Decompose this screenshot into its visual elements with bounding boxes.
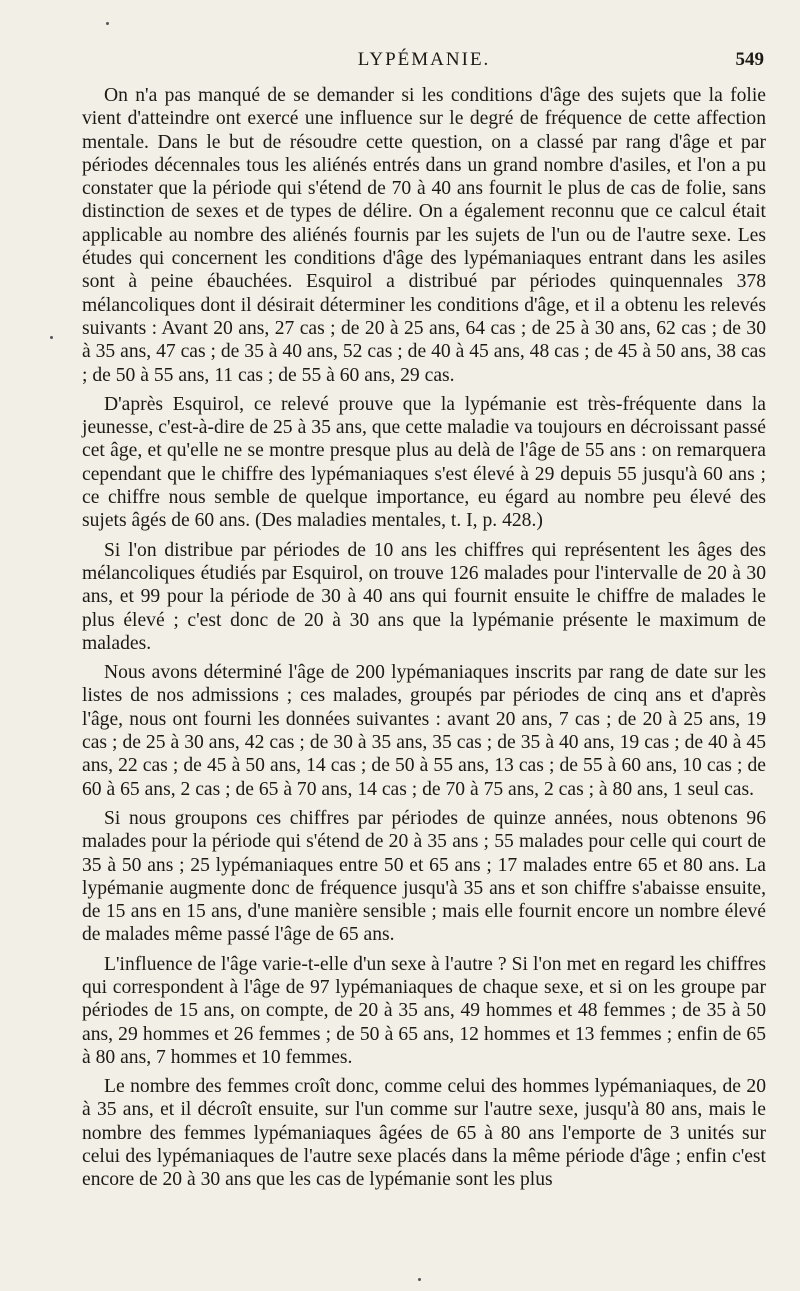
running-head: [84, 49, 764, 77]
print-speck: [418, 1278, 421, 1281]
paragraph-1: On n'a pas manqué de se demander si les conditions d'âge des sujets que la folie vient d'atteindre ont exercé une influence sur le degré de fréquence de cette affection mentale. Dans le but de résoudre cette question, on a classé par rang d'âge et par périodes décennales tous les aliénés entrés dans un grand nombre d'asiles, et l'on a pu constater que la période qui s'étend de 70 à 40 ans fournit le plus de cas de folie, sans distinction de sexes et de types de délire. On a également reconnu que ce calcul était applicable au nombre des aliénés fournis par les sujets de l'un ou de l'autre sexe. Les études qui concernent les conditions d'âge des lypémaniaques entrant dans les asiles sont à peine ébauchées. Esquirol a distribué par périodes quinquennales 378 mélancoliques dont il désirait déterminer les conditions d'âge, et il a obtenu les relevés suivants : Avant 20 ans, 27 cas ; de 20 à 25 ans, 64 cas ; de 25 à 30 ans, 62 cas ; de 30 à 35 ans, 47 cas ; de 35 à 40 ans, 52 cas ; de 40 à 45 ans, 48 cas ; de 45 à 50 ans, 38 cas ; de 50 à 55 ans, 11 cas ; de 55 à 60 ans, 29 cas.: [82, 85, 766, 386]
paragraph-5: Si nous groupons ces chiffres par périodes de quinze années, nous obtenons 96 malades pour la période qui s'étend de 20 à 35 ans ; 55 malades pour celle qui court de 35 à 50 ans ; 25 lypémaniaques entre 50 et 65 ans ; 17 malades entre 65 et 80 ans. La lypémanie augmente donc de fréquence jusqu'à 35 ans et son chiffre s'abaisse ensuite, de 15 ans en 15 ans, d'une manière sensible ; mais elle fournit encore un nombre élevé de malades même passé l'âge de 65 ans.: [82, 807, 766, 946]
paragraph-3: Si l'on distribue par périodes de 10 ans les chiffres qui représentent les âges des mélancoliques étudiés par Esquirol, on trouve 126 malades pour l'intervalle de 20 à 30 ans, et 99 pour la période de 30 à 40 ans qui fournit ensuite le chiffre de malades le plus élevé ; c'est donc de 20 à 30 ans que la lypémanie présente le maximum de malades.: [82, 539, 766, 654]
body-text: [82, 84, 766, 1198]
page-title: LYPÉMANIE.: [357, 49, 491, 70]
page-number: 549: [735, 49, 764, 70]
paragraph-4: Nous avons déterminé l'âge de 200 lypémaniaques inscrits par rang de date sur les listes de nos admissions ; ces malades, groupés par périodes de cinq ans et d'après l'âge, nous ont fourni les données suivantes : avant 20 ans, 7 cas ; de 20 à 25 ans, 19 cas ; de 25 à 30 ans, 42 cas ; de 30 à 35 ans, 35 cas ; de 35 à 40 ans, 19 cas ; de 40 à 45 ans, 22 cas ; de 45 à 50 ans, 14 cas ; de 50 à 55 ans, 13 cas ; de 55 à 60 ans, 10 cas ; de 60 à 65 ans, 2 cas ; de 65 à 70 ans, 14 cas ; de 70 à 75 ans, 2 cas ; à 80 ans, 1 seul cas.: [82, 662, 766, 800]
print-speck: [50, 336, 53, 339]
paragraph-2: D'après Esquirol, ce relevé prouve que la lypémanie est très-fréquente dans la jeunesse, c'est-à-dire de 25 à 35 ans, que cette maladie va toujours en décroissant passé cet âge, et qu'elle ne se montre presque plus au delà de l'âge de 55 ans : on remarquera cependant que le chiffre des lypémaniaques s'est élevé à 29 depuis 55 jusqu'à 60 ans ; ce chiffre nous semble de quelque importance, eu égard au nombre peu élevé des sujets âgés de 60 ans. (Des maladies mentales, t. I, p. 428.): [82, 393, 766, 532]
paragraph-7: Le nombre des femmes croît donc, comme celui des hommes lypémaniaques, de 20 à 35 ans, et il décroît ensuite, sur l'un comme sur l'autre sexe, jusqu'à 80 ans, mais le nombre des femmes lypémaniaques âgées de 65 à 80 ans l'emporte de 3 unités sur celui des lypémaniaques de l'autre sexe placés dans la même période d'âge ; enfin c'est encore de 20 à 30 ans que les cas de lypémanie sont les plus: [82, 1076, 766, 1191]
paragraph-6: L'influence de l'âge varie-t-elle d'un sexe à l'autre ? Si l'on met en regard les chiffres qui correspondent à l'âge de 97 lypémaniaques de chaque sexe, et si on les groupe par périodes de 15 ans, on compte, de 20 à 35 ans, 49 hommes et 48 femmes ; de 35 à 50 ans, 29 hommes et 26 femmes ; de 50 à 65 ans, 12 hommes et 13 femmes ; enfin de 65 à 80 ans, 7 hommes et 10 femmes.: [82, 953, 766, 1068]
print-speck: [106, 22, 109, 25]
